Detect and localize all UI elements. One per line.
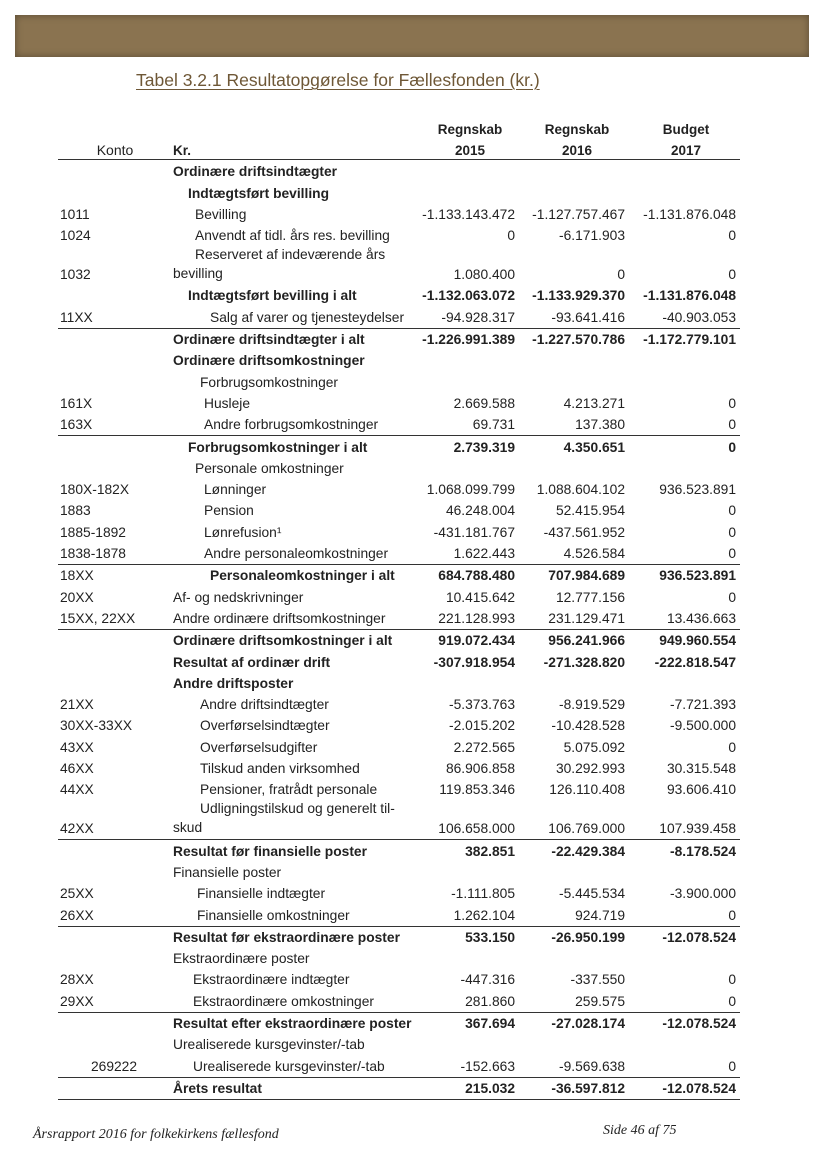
- row-value-2016: -1.133.929.370: [532, 288, 625, 304]
- table-row: [58, 715, 740, 736]
- table-row: [58, 521, 740, 542]
- table-row: [58, 285, 740, 306]
- row-konto: 269222: [90, 1058, 138, 1074]
- table-row: [58, 990, 740, 1012]
- row-value-2016: -337.550: [570, 972, 625, 988]
- row-value-2015: 1.262.104: [453, 907, 515, 923]
- row-label: Resultat før finansielle poster: [173, 843, 367, 859]
- row-value-2016: -1.227.570.786: [532, 332, 625, 348]
- row-konto: 1838-1878: [60, 546, 126, 562]
- row-label: Andre driftsposter: [173, 675, 294, 691]
- row-label: Urealiserede kursgevinster/-tab: [193, 1058, 385, 1074]
- row-value-2016: 12.777.156: [555, 589, 625, 605]
- row-label: Andre forbrugsomkostninger: [204, 417, 379, 433]
- row-value-2015: 919.072.434: [438, 633, 515, 649]
- row-value-2016: -26.950.199: [551, 929, 625, 945]
- row-konto: 1883: [60, 503, 91, 519]
- row-value-2017: 107.939.458: [659, 821, 736, 837]
- row-value-2017: 0: [728, 1058, 736, 1074]
- row-konto: 11XX: [60, 309, 93, 325]
- row-value-2015: 106.658.000: [438, 821, 515, 837]
- row-value-2016: 924.719: [575, 907, 625, 923]
- row-label: Ekstraordinære indtægter: [193, 972, 350, 988]
- row-value-2016: 259.575: [575, 993, 625, 1009]
- row-value-2017: 936.523.891: [659, 482, 736, 498]
- row-label: Ordinære driftsindtægter: [173, 164, 338, 180]
- table-row: [58, 436, 740, 457]
- row-label: Finansielle indtægter: [197, 886, 326, 902]
- table-row: [58, 948, 740, 969]
- table-row: [58, 204, 740, 225]
- row-value-2016: -22.429.384: [551, 843, 625, 859]
- row-value-2017: -12.078.524: [662, 929, 736, 945]
- table-row: [58, 350, 740, 371]
- row-value-2015: 2.739.319: [453, 439, 515, 455]
- row-value-2015: 0: [507, 228, 515, 244]
- row-value-2015: -2.015.202: [449, 718, 515, 734]
- row-value-2017: -9.500.000: [670, 718, 736, 734]
- row-value-2016: -5.445.534: [559, 886, 625, 902]
- row-value-2016: 707.984.689: [548, 568, 625, 584]
- row-value-2016: -437.561.952: [543, 524, 625, 540]
- column-header-2015-top: Regnskab: [437, 122, 503, 137]
- column-header-2016-year: 2016: [561, 143, 593, 158]
- row-label: Ekstraordinære omkostninger: [193, 993, 374, 1009]
- row-value-2017: 93.606.410: [666, 782, 736, 798]
- table-row: [58, 779, 740, 800]
- row-label-line1: Udligningstilskud og generelt til-: [200, 801, 395, 817]
- row-value-2017: 30.315.548: [666, 761, 736, 777]
- table-row: [58, 927, 740, 948]
- table-row: [58, 694, 740, 715]
- result-table: [58, 161, 740, 1100]
- row-label: Indtægtsført bevilling: [188, 185, 330, 201]
- row-konto: 1011: [60, 206, 90, 222]
- row-konto: 21XX: [60, 697, 94, 713]
- row-konto: 1885-1892: [60, 524, 126, 540]
- row-konto: 20XX: [60, 589, 94, 605]
- row-value-2016: 1.088.604.102: [536, 482, 625, 498]
- row-label: Anvendt af tidl. års res. bevilling: [195, 228, 390, 244]
- row-value-2017: -1.172.779.101: [643, 332, 736, 348]
- row-value-2016: -1.127.757.467: [532, 206, 625, 222]
- row-value-2015: 215.032: [465, 1080, 515, 1096]
- row-value-2015: 1.622.443: [453, 546, 515, 562]
- row-value-2016: 106.769.000: [548, 821, 625, 837]
- row-value-2016: 4.213.271: [563, 395, 625, 411]
- row-label: Forbrugsomkostninger: [200, 374, 339, 390]
- table-row: [58, 414, 740, 436]
- row-value-2016: 956.241.966: [548, 633, 625, 649]
- row-value-2017: 0: [728, 395, 736, 411]
- row-value-2015: 2.669.588: [453, 395, 515, 411]
- row-value-2017: 949.960.554: [659, 633, 736, 649]
- table-row: [58, 586, 740, 607]
- row-konto: 1032: [60, 267, 91, 283]
- table-row: [58, 651, 740, 672]
- row-value-2016: 0: [617, 267, 625, 283]
- row-label: Ordinære driftsindtægter i alt: [173, 332, 365, 348]
- row-value-2017: -40.903.053: [662, 309, 736, 325]
- row-value-2017: -12.078.524: [662, 1015, 736, 1031]
- row-label: Andre driftsindtægter: [200, 697, 329, 713]
- row-konto: 44XX: [60, 782, 94, 798]
- row-label: Bevilling: [195, 206, 247, 222]
- row-label: Tilskud anden virksomhed: [200, 761, 360, 777]
- row-label: Andre ordinære driftsomkostninger: [173, 610, 386, 626]
- row-konto: 161X: [60, 395, 93, 411]
- row-value-2016: 5.075.092: [563, 739, 625, 755]
- row-konto: 163X: [60, 417, 93, 433]
- row-label: Ekstraordinære poster: [173, 951, 310, 967]
- row-konto: 15XX, 22XX: [60, 610, 136, 626]
- row-value-2015: 69.731: [472, 417, 515, 433]
- row-value-2015: 281.860: [465, 993, 515, 1009]
- row-label: Andre personaleomkostninger: [204, 546, 389, 562]
- row-value-2015: -94.928.317: [441, 309, 515, 325]
- row-label: Urealiserede kursgevinster/-tab: [173, 1037, 365, 1053]
- table-row: [58, 479, 740, 500]
- row-label: Finansielle poster: [173, 864, 282, 880]
- row-value-2017: 0: [728, 524, 736, 540]
- row-konto: 180X-182X: [60, 482, 130, 498]
- table-row: [58, 246, 740, 285]
- row-konto: 26XX: [60, 907, 94, 923]
- row-value-2016: -9.569.638: [559, 1058, 625, 1074]
- row-value-2015: -1.111.805: [451, 886, 515, 902]
- row-value-2015: -431.181.767: [433, 524, 515, 540]
- table-row: [58, 1078, 740, 1100]
- row-value-2015: -447.316: [460, 972, 515, 988]
- table-row: [58, 182, 740, 203]
- row-value-2017: -222.818.547: [654, 654, 736, 670]
- row-konto: 42XX: [60, 821, 94, 837]
- table-row: [58, 306, 740, 328]
- table-row: [58, 840, 740, 861]
- row-value-2015: -1.226.991.389: [422, 332, 515, 348]
- table-row: [58, 1034, 740, 1055]
- table-row: [58, 1013, 740, 1034]
- column-header-2017: [636, 119, 736, 161]
- row-value-2016: 4.526.584: [563, 546, 625, 562]
- table-row: [58, 883, 740, 904]
- row-label: Ordinære driftsomkostninger: [173, 353, 365, 369]
- row-value-2017: -1.131.876.048: [643, 288, 736, 304]
- row-value-2017: 13.436.663: [666, 610, 736, 626]
- row-value-2016: -10.428.528: [551, 718, 625, 734]
- column-header-2016: [527, 119, 627, 161]
- row-label: Årets resultat: [173, 1080, 262, 1096]
- row-label: Resultat efter ekstraordinære poster: [173, 1015, 412, 1031]
- row-konto: 28XX: [60, 972, 94, 988]
- row-label: Husleje: [204, 395, 251, 411]
- table-row: [58, 161, 740, 182]
- row-label: Salg af varer og tjenesteydelser: [210, 309, 405, 325]
- row-label: Indtægtsført bevilling i alt: [188, 288, 357, 304]
- row-label: Pensioner, fratrådt personale: [200, 782, 378, 798]
- row-value-2015: -1.133.143.472: [422, 206, 515, 222]
- table-row: [58, 458, 740, 479]
- row-value-2016: 126.110.408: [549, 782, 625, 798]
- row-value-2017: 936.523.891: [659, 568, 736, 584]
- table-row: [58, 904, 740, 926]
- row-label: Forbrugsomkostninger i alt: [188, 439, 368, 455]
- row-label: Ordinære driftsomkostninger i alt: [173, 633, 393, 649]
- row-konto: 1024: [60, 228, 91, 244]
- table-row: [58, 673, 740, 694]
- row-label: Finansielle omkostninger: [197, 907, 350, 923]
- table-row: [58, 225, 740, 246]
- row-value-2016: -36.597.812: [551, 1080, 625, 1096]
- row-value-2017: 0: [728, 993, 736, 1009]
- header-divider: [58, 159, 740, 160]
- row-label-line2: skud: [173, 820, 203, 836]
- row-value-2015: 221.128.993: [438, 610, 515, 626]
- row-value-2015: -307.918.954: [433, 654, 515, 670]
- row-konto: 18XX: [60, 568, 94, 584]
- row-value-2015: -152.663: [460, 1058, 515, 1074]
- row-value-2017: 0: [728, 546, 736, 562]
- row-value-2015: 533.150: [465, 929, 515, 945]
- row-value-2015: 1.080.400: [453, 267, 515, 283]
- table-title: Tabel 3.2.1 Resultatopgørelse for Fællesfonden (kr.): [136, 70, 540, 90]
- table-row: [58, 862, 740, 883]
- row-value-2015: 382.851: [465, 843, 515, 859]
- table-row: [58, 969, 740, 990]
- row-value-2015: 2.272.565: [453, 739, 515, 755]
- row-value-2015: 1.068.099.799: [426, 482, 515, 498]
- table-row: [58, 565, 740, 586]
- row-konto: 29XX: [60, 993, 94, 1009]
- row-value-2015: -5.373.763: [449, 697, 515, 713]
- table-row: [58, 393, 740, 414]
- row-konto: 25XX: [60, 886, 94, 902]
- row-value-2017: -1.131.876.048: [643, 206, 736, 222]
- row-value-2017: 0: [728, 739, 736, 755]
- row-konto: 43XX: [60, 739, 94, 755]
- row-konto: 46XX: [60, 761, 94, 777]
- row-value-2016: 4.350.651: [563, 439, 625, 455]
- row-value-2016: -6.171.903: [559, 228, 625, 244]
- row-value-2017: 0: [728, 228, 736, 244]
- row-label: Personale omkostninger: [195, 460, 344, 476]
- column-header-2017-top: Budget: [662, 122, 710, 137]
- row-value-2015: 10.415.642: [445, 589, 515, 605]
- table-row: [58, 758, 740, 779]
- table-row: [58, 736, 740, 757]
- row-value-2017: 0: [728, 589, 736, 605]
- row-label: Lønrefusion¹: [204, 524, 282, 540]
- column-header-2017-year: 2017: [670, 143, 702, 158]
- table-row: [58, 1055, 740, 1077]
- row-value-2015: 367.694: [465, 1015, 515, 1031]
- row-label: Resultat før ekstraordinære poster: [173, 929, 400, 945]
- row-value-2016: -27.028.174: [551, 1015, 625, 1031]
- row-value-2015: -1.132.063.072: [422, 288, 515, 304]
- table-row: [58, 371, 740, 392]
- row-label: Reserveret af indeværende års bevilling: [173, 247, 386, 282]
- column-header-kr: Kr.: [173, 143, 192, 158]
- table-row: [58, 800, 740, 840]
- row-value-2017: 0: [728, 907, 736, 923]
- row-value-2015: 86.906.858: [445, 761, 515, 777]
- column-header-konto: Konto: [96, 142, 134, 158]
- column-header-2015-year: 2015: [454, 143, 486, 158]
- row-value-2017: 0: [728, 972, 736, 988]
- table-row: [58, 630, 740, 651]
- row-label: Af- og nedskrivninger: [173, 589, 304, 605]
- row-value-2015: 46.248.004: [445, 503, 515, 519]
- row-value-2017: -7.721.393: [670, 697, 736, 713]
- row-value-2016: 52.415.954: [555, 503, 625, 519]
- row-label: Lønninger: [204, 482, 267, 498]
- row-label: Resultat af ordinær drift: [173, 654, 331, 670]
- table-row: [58, 500, 740, 521]
- row-value-2015: 119.853.346: [439, 782, 515, 798]
- table-row: [58, 543, 740, 565]
- row-value-2016: -271.328.820: [543, 654, 625, 670]
- row-value-2017: -8.178.524: [670, 843, 736, 859]
- row-label: Personaleomkostninger i alt: [210, 568, 395, 584]
- row-label: [173, 799, 403, 837]
- column-header-2016-top: Regnskab: [544, 122, 610, 137]
- row-value-2017: 0: [728, 417, 736, 433]
- row-value-2017: 0: [728, 439, 736, 455]
- row-konto: 30XX-33XX: [60, 718, 133, 734]
- header-banner: [15, 15, 809, 57]
- table-row: [58, 608, 740, 630]
- footer-page-number: Side 46 af 75: [603, 1123, 677, 1138]
- row-value-2016: -93.641.416: [551, 309, 625, 325]
- row-value-2016: -8.919.529: [559, 697, 625, 713]
- row-value-2016: 137.380: [575, 417, 625, 433]
- row-value-2015: 684.788.480: [438, 568, 515, 584]
- row-label: Overførselsindtægter: [200, 718, 330, 734]
- row-label: Pension: [204, 503, 254, 519]
- row-value-2016: 30.292.993: [555, 761, 625, 777]
- row-label: Overførselsudgifter: [200, 739, 318, 755]
- table-row: [58, 329, 740, 350]
- row-value-2017: -3.900.000: [670, 886, 736, 902]
- row-value-2017: 0: [728, 503, 736, 519]
- column-header-2015: [420, 119, 520, 161]
- row-value-2017: 0: [728, 267, 736, 283]
- row-value-2016: 231.129.471: [548, 610, 625, 626]
- row-value-2017: -12.078.524: [662, 1080, 736, 1096]
- footer-report-title: Årsrapport 2016 for folkekirkens fællesfond: [33, 1127, 279, 1142]
